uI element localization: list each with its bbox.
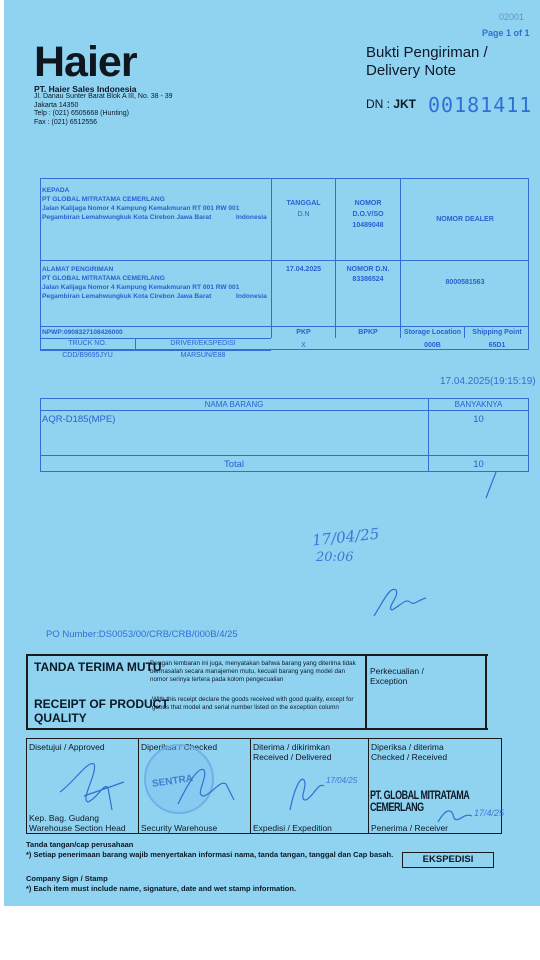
note-english: *) Each item must include name, signature, date and wet stamp information. [26, 884, 297, 893]
brand-logo: Haier [34, 38, 137, 86]
dn-label: DN : JKT [366, 97, 417, 111]
item-name: AQR-D185(MPE) [42, 414, 116, 425]
security-label: Security Warehouse [141, 823, 218, 833]
note-heading: Tanda tangan/cap perusahaan [26, 840, 134, 849]
dn-date: 17.04.2025 [285, 266, 322, 273]
driver-value: MARSUN/E88 [180, 352, 226, 359]
dn-number: 00181411 [428, 93, 533, 117]
receipt-title: RECEIPT OF PRODUCT QUALITY [34, 697, 169, 725]
tanda-terima-title: TANDA TERIMA MUTU [34, 660, 162, 674]
document-title: Bukti Pengiriman / Delivery Note [366, 44, 488, 79]
company-address: Jl. Danau Sunter Barat Blok A III, No. 38 - 39 Jakarta 14350 Telp : (021) 6505668 (Hunting) Fax : (021) 6512556 [34, 93, 173, 126]
receipt-text: With this receipt declare the goods received with good quality, except for goods that model and serial number listed on the exception column [152, 696, 354, 711]
alamat-block: ALAMAT PENGIRIMAN PT GLOBAL MITRATAMA CEMERLANG Jalan Kalijaga Nomor 4 Kampung Kemakmuran RT 001 RW 001 Pegambiran Lemahwungkuk Kota Cirebon Jawa Barat Indonesia [42, 266, 267, 300]
expedition-label: Expedisi / Expedition [253, 823, 332, 833]
corner-stamp: 02001 [499, 12, 525, 22]
handwritten-signature [370, 580, 430, 620]
checked-signature [174, 760, 238, 810]
expedition-date: 17/04/25 [326, 776, 358, 785]
driver-header: DRIVER/EKSPEDISI [170, 340, 236, 347]
tanda-terima-text: Dengan lembaran ini juga, menyatakan bahwa barang yang diterima tidak bermasalah secara manajemen mutu, kecuali barang yang model dan nomor serinya tertera pada kolom pengecualian [150, 660, 356, 683]
bpkp-header: BPKP [358, 329, 378, 336]
truck-no-header: TRUCK NO. [68, 340, 107, 347]
npwp: NPWP:0908327108426000 [42, 329, 123, 336]
receiver-company-stamp: PT. GLOBAL MITRATAMA CEMERLANG [370, 790, 469, 814]
delivered-label: Diterima / dikirimkan Received / Delivered [253, 742, 332, 762]
po-number: PO Number:DS0053/00/CRB/CRB/000B/4/25 [46, 629, 238, 640]
checked-label: Diperiksa / Checked [141, 742, 218, 752]
ekspedisi-box: EKSPEDISI [402, 852, 494, 868]
handwritten-tick [482, 470, 502, 500]
storage-location-value: 000B [424, 342, 441, 349]
note-indonesian: *) Setiap penerimaan barang wajib menyertakan informasi nama, tanda tangan, tanggal dan Cap basah. [26, 850, 394, 859]
page-indicator: Page 1 of 1 [482, 28, 530, 38]
approved-label: Disetujui / Approved [29, 742, 105, 752]
handwritten-time: 20:06 [316, 550, 354, 565]
shipping-point-header: Shipping Point [472, 329, 522, 336]
kepada-block: KEPADA PT GLOBAL MITRATAMA CEMERLANG Jalan Kalijaga Nomor 4 Kampung Kemakmuran RT 001 RW 001 Pegambiran Lemahwungkuk Kota Cirebon Jawa Barat Indonesia [42, 187, 267, 221]
nomor-dealer-header: NOMOR DEALER [436, 216, 494, 223]
handwritten-date: 17/04/25 [311, 524, 381, 550]
receiver-label: Penerima / Receiver [371, 823, 449, 833]
nomor-dealer-value: 8000581563 [445, 279, 485, 286]
note-heading-english: Company Sign / Stamp [26, 874, 108, 883]
total-qty: 10 [473, 459, 484, 470]
pkp-value: X [301, 342, 306, 349]
company-name: PT. Haier Sales Indonesia [34, 84, 137, 94]
delivery-note-sheet [4, 0, 540, 906]
col-banyaknya: BANYAKNYA [454, 400, 503, 409]
total-label: Total [223, 459, 245, 470]
print-timestamp: 17.04.2025(19:15:19) [440, 376, 536, 387]
col-nama-barang: NAMA BARANG [204, 400, 264, 409]
approved-signature [54, 752, 134, 816]
shipping-point-value: 65D1 [488, 342, 506, 349]
pkp-header: PKP [296, 329, 311, 336]
tanggal-header: TANGGAL D.N [286, 200, 321, 218]
nomor-header: NOMOR D.O.V/SO 10489048 [352, 200, 384, 229]
truck-no-value: CDD/B9695JYU [62, 352, 113, 359]
storage-location-header: Storage Location [403, 329, 462, 336]
security-stamp: SENTRA [144, 744, 214, 814]
receiver-date: 17/4/25 [474, 808, 505, 818]
exception-label: Perkecualian / Exception [370, 666, 424, 686]
item-qty: 10 [473, 414, 484, 425]
received-checked-label: Diperiksa / diterima Checked / Received [371, 742, 448, 762]
warehouse-head-label: Kep. Bag. Gudang Warehouse Section Head [29, 813, 126, 833]
nomor-dn: NOMOR D.N. 83386524 [346, 266, 390, 283]
